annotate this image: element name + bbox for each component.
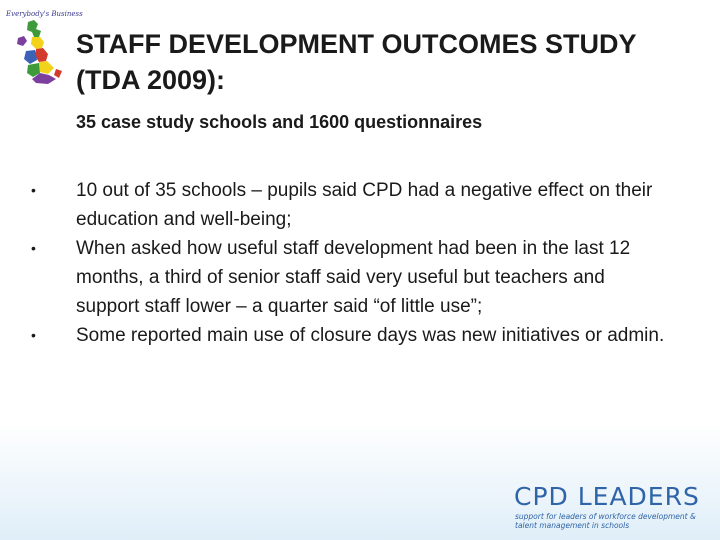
bullet-text: 10 out of 35 schools – pupils said CPD had a negative effect on their education and well-being; [76, 180, 653, 230]
brand-tagline: support for leaders of workforce development & talent management in schools [515, 512, 696, 530]
logo-caption: Everybody's Business [6, 10, 83, 18]
bullet-icon: • [31, 182, 36, 198]
page-title: STAFF DEVELOPMENT OUTCOMES STUDY (TDA 2009): [76, 29, 637, 95]
bullet-list [0, 176, 720, 350]
page-subtitle: 35 case study schools and 1600 questionnaires [76, 112, 483, 132]
uk-map-icon [12, 18, 68, 88]
uk-map-logo [6, 10, 83, 90]
bullet-icon: • [31, 327, 36, 343]
bullet-item [0, 234, 666, 321]
bullet-text: When asked how useful staff development had been in the last 12 months, a third of senior staff said very useful but teachers and support staff lower – a quarter said “of little use”; [76, 238, 631, 317]
bullet-text: Some reported main use of closure days was new initiatives or admin. [76, 325, 665, 346]
bullet-item [0, 176, 666, 234]
brand-name: CPD LEADERS [514, 482, 700, 511]
cpd-leaders-logo [514, 482, 714, 534]
bullet-item [0, 321, 666, 350]
bullet-icon: • [31, 240, 36, 256]
